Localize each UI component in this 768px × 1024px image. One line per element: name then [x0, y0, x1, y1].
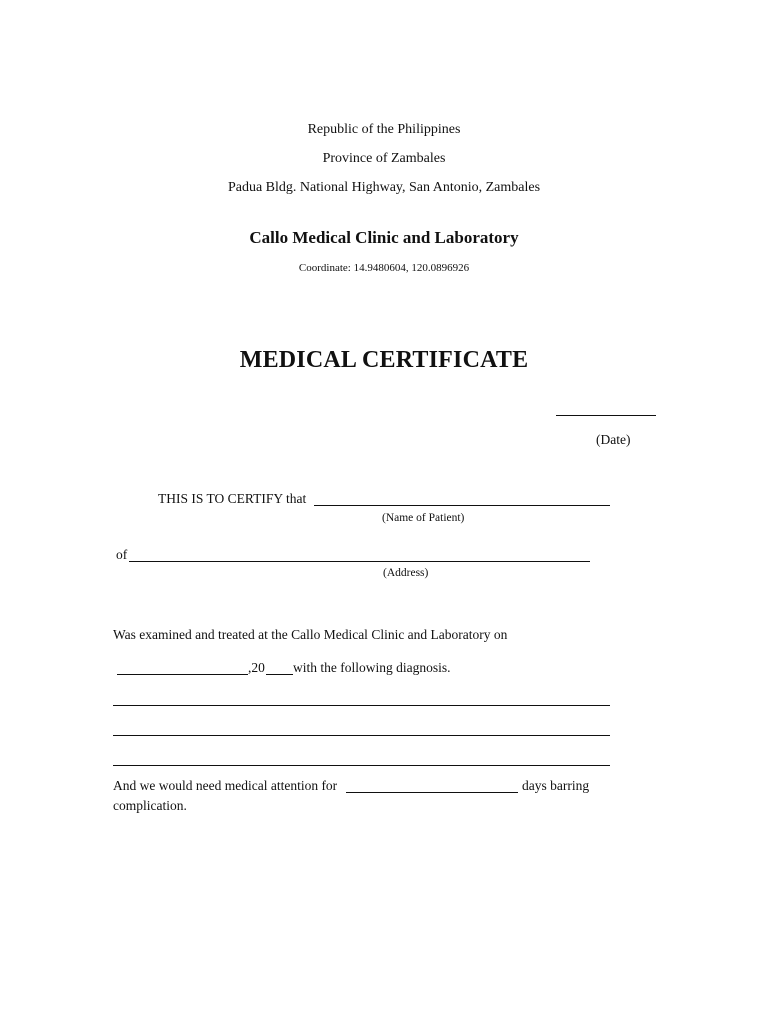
attention-line2: complication. [113, 798, 187, 813]
diagnosis-line [113, 765, 610, 766]
header-province: Province of Zambales [322, 151, 446, 166]
diagnosis-line [113, 705, 610, 706]
patient-name-blank [314, 505, 610, 506]
date-blank-line [556, 415, 656, 416]
patient-name-caption: (Name of Patient) [382, 512, 465, 524]
year-prefix: ,20 [248, 660, 265, 675]
address-blank [129, 561, 590, 562]
year-blank [266, 674, 293, 675]
days-blank [346, 792, 518, 793]
exam-date-blank [117, 674, 248, 675]
diagnosis-intro: with the following diagnosis. [293, 660, 451, 675]
attention-prefix: And we would need medical attention for [113, 778, 338, 793]
attention-suffix: days barring [522, 778, 590, 793]
address-caption: (Address) [383, 567, 429, 579]
clinic-name: Callo Medical Clinic and Laboratory [249, 228, 519, 247]
header-address: Padua Bldg. National Highway, San Antonio, Zambales [227, 180, 541, 195]
certify-prefix: THIS IS TO CERTIFY that [158, 491, 307, 506]
examined-statement: Was examined and treated at the Callo Medical Clinic and Laboratory on [113, 627, 508, 642]
document-title: MEDICAL CERTIFICATE [239, 347, 529, 373]
address-prefix: of [116, 547, 128, 562]
clinic-coordinate: Coordinate: 14.9480604, 120.0896926 [298, 262, 470, 274]
diagnosis-line [113, 735, 610, 736]
date-label: (Date) [596, 432, 631, 447]
header-republic: Republic of the Philippines [307, 122, 461, 137]
